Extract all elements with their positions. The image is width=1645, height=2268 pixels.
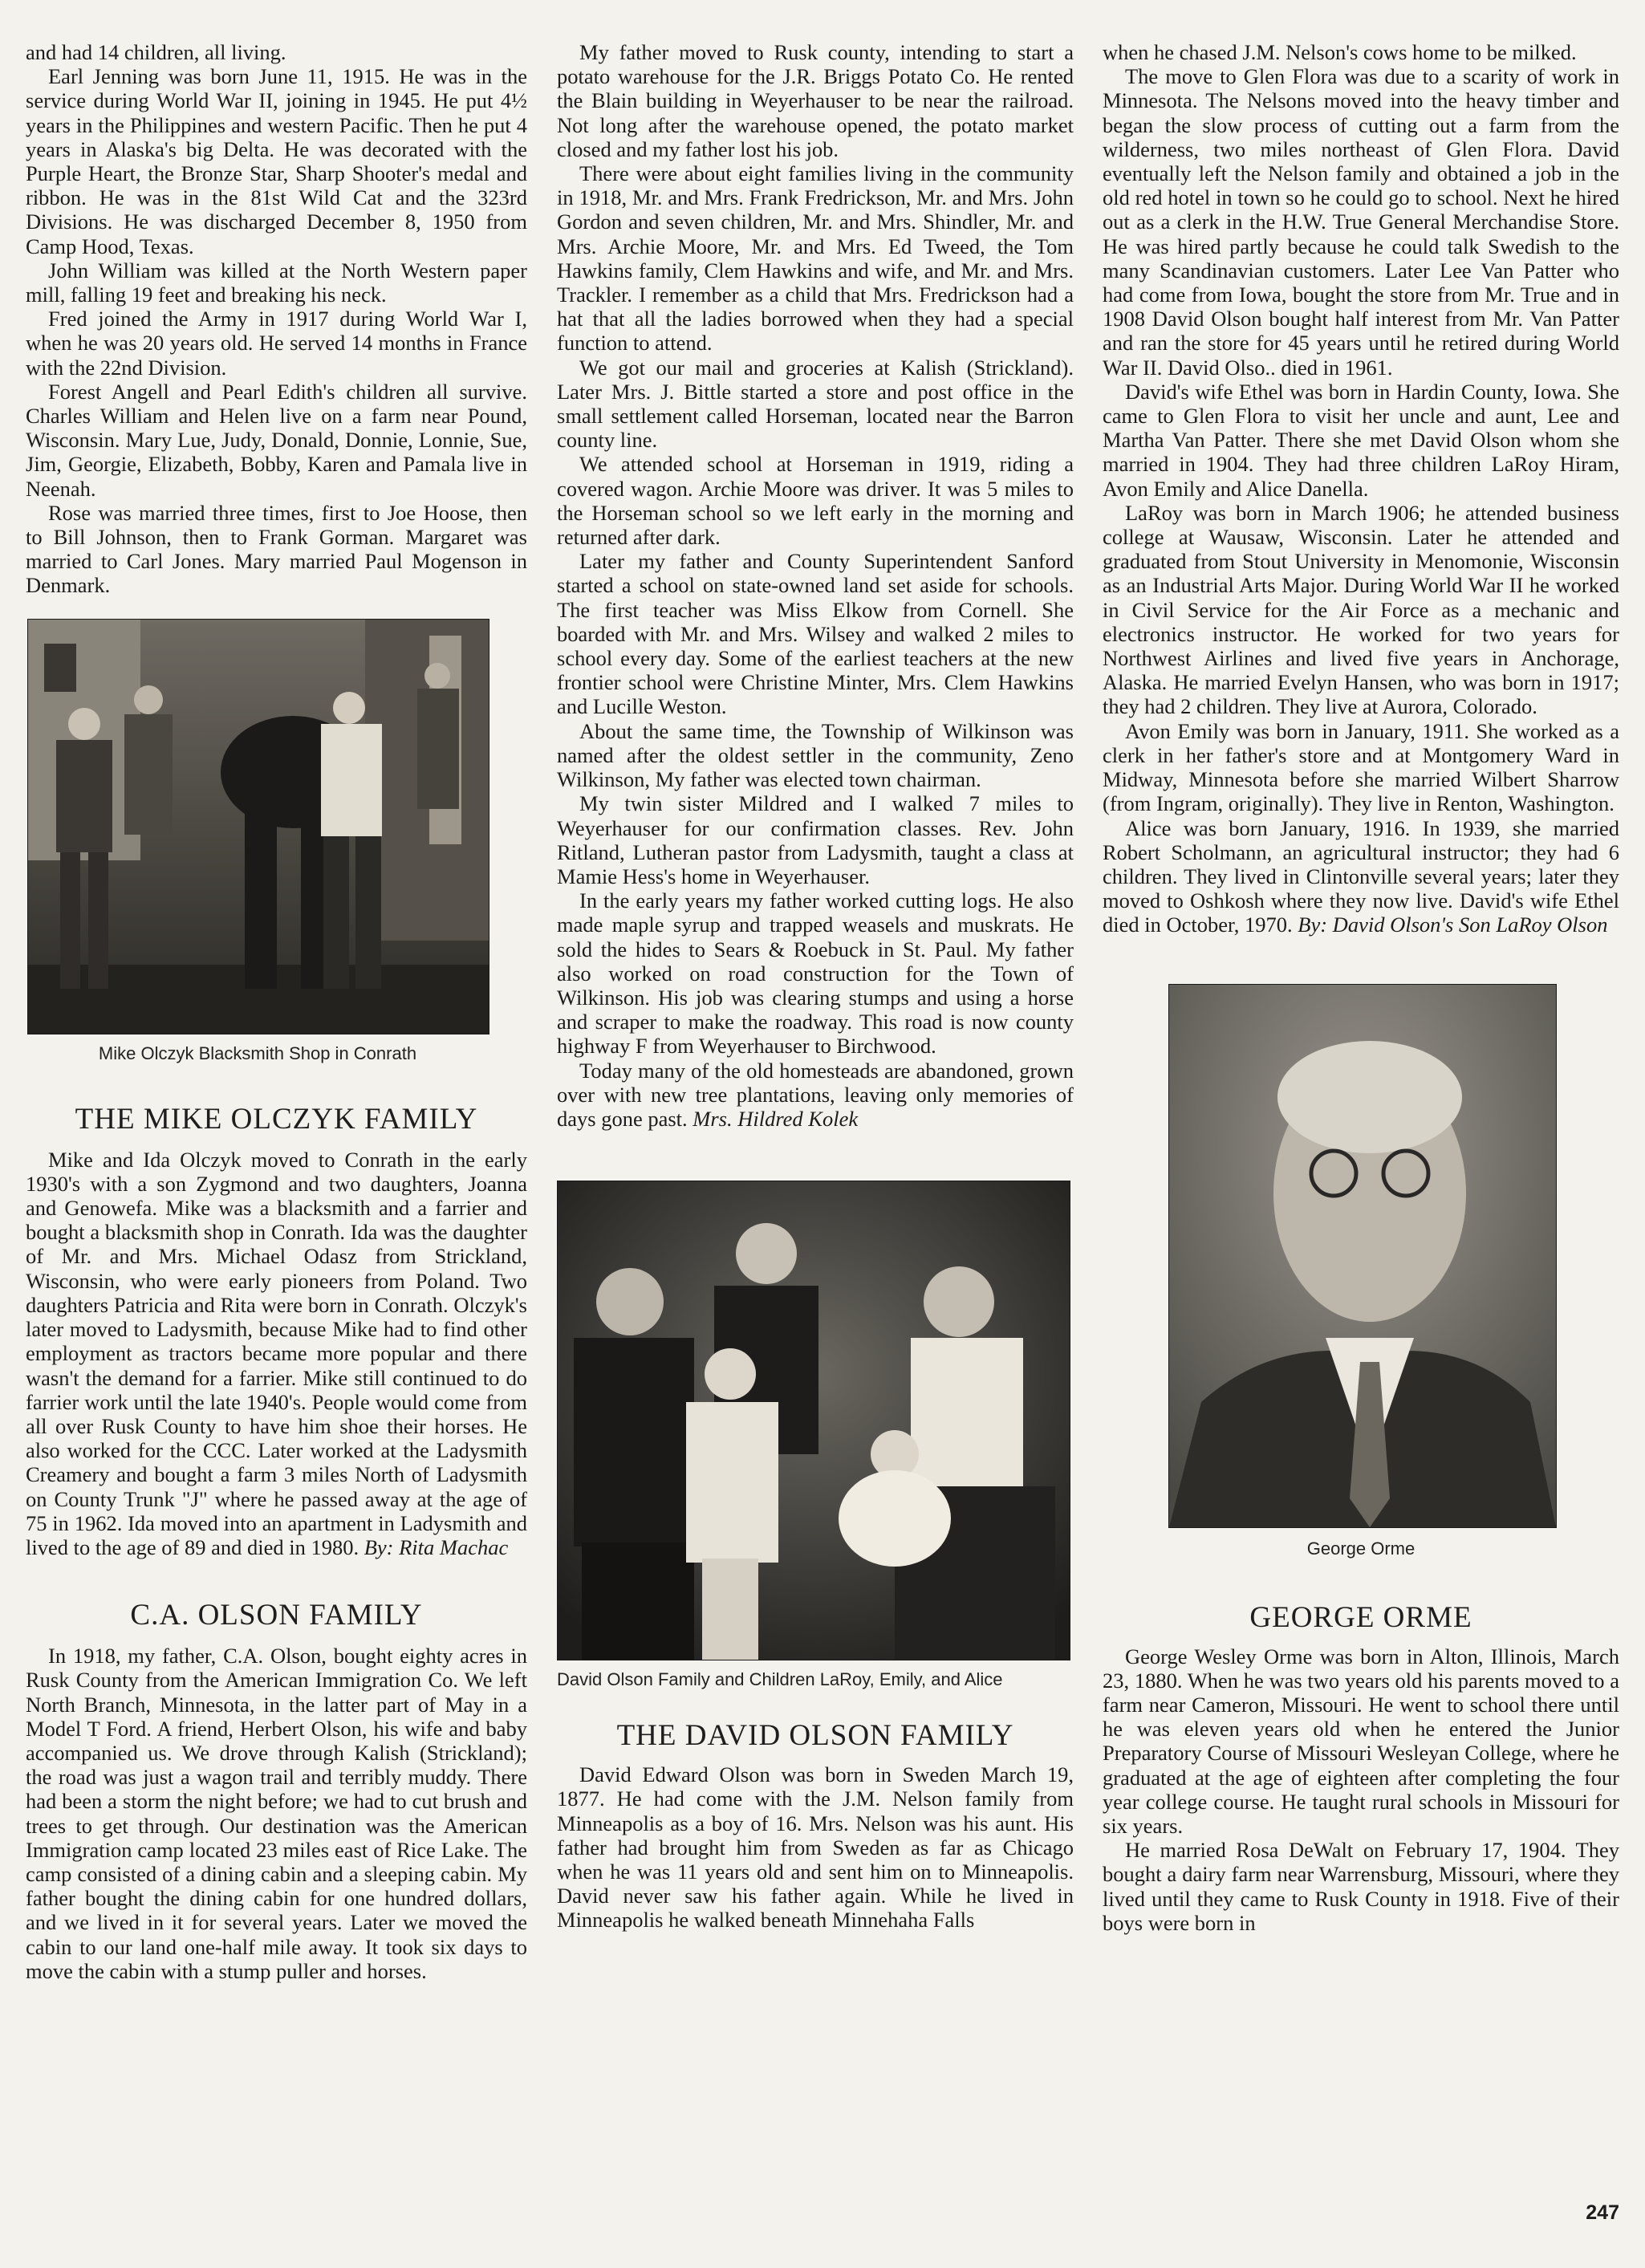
byline: By: Rita Machac <box>364 1534 509 1559</box>
paragraph: Forest Angell and Pearl Edith's children all survive. Charles William and Helen live on a farm near Pound, Wisconsin. Mary Lue, Judy, Donald, Donnie, Lonnie, Sue, Jim, Georgie, Elizabeth, Bobby, Karen and Pamala live in Neenah. <box>26 379 527 501</box>
page-number: 247 <box>1586 2201 1619 2224</box>
george-orme-portrait <box>1168 984 1557 1528</box>
photo-caption: David Olson Family and Children LaRoy, Emily, and Alice <box>557 1669 1003 1690</box>
paragraph: Avon Emily was born in January, 1911. She worked as a clerk in her father's store and at Montgomery Ward in Midway, Minnesota before she married Wilbert Sharrow (from Ingram, originally). They live in Renton, Washington. <box>1103 718 1619 816</box>
photo-caption: Mike Olczyk Blacksmith Shop in Conrath <box>98 1043 417 1063</box>
blacksmith-shop-photo <box>27 619 489 1034</box>
paragraph: Rose was married three times, first to Joe Hoose, then to Bill Johnson, then to Frank Gorman. Margaret was married to Carl Jones. Mary married Paul Mogenson in Denmark. <box>26 500 527 598</box>
column-3 <box>1103 40 1619 1935</box>
paragraph: In the early years my father worked cutting logs. He also made maple syrup and trapped weasels and muskrats. He sold the hides to Sears & Roebuck in St. Paul. My father also worked on road construction for the Town of Wilkinson. His job was clearing stumps and using a horse and scraper to make the roadway. This road is now county highway F from Weyerhauser to Birchwood. <box>557 888 1074 1059</box>
paragraph: In 1918, my father, C.A. Olson, bought eighty acres in Rusk County from the American Immigration Co. We left North Branch, Minnesota, in the latter part of May in a Model T Ford. A friend, Herbert Olson, his wife and baby accompanied us. We drove through Kalish (Strickland); the road was just a wagon trail and terribly muddy. There had been a storm the night before; we had to cut brush and trees to get through. Our destination was the American Immigration camp located 23 miles east of Rice Lake. The camp consisted of a dining cabin and a sleeping cabin. My father bought the dining cabin for one hundred dollars, and we lived in it for several years. Later we moved the cabin to our land one-half mile away. It took six days to move the cabin with a stump puller and horses. <box>26 1644 527 1983</box>
paragraph: David Edward Olson was born in Sweden March 19, 1877. He had come with the J.M. Nelson family from Minneapolis as a boy of 16. Mrs. Nelson was his aunt. His father had brought him from Sweden as far as Chicago when he was 11 years old and sent him on to Minneapolis. David never saw his father again. While he lived in Minneapolis he walked beneath Minnehaha Falls <box>557 1762 1074 1933</box>
paragraph: when he chased J.M. Nelson's cows home to be milked. <box>1103 40 1577 64</box>
paragraph: About the same time, the Township of Wilkinson was named after the oldest settler in the community, Zeno Wilkinson, My father was elected town chairman. <box>557 718 1074 792</box>
paragraph: David's wife Ethel was born in Hardin County, Iowa. She came to Glen Flora to visit her uncle and aunt, Lee and Martha Van Patter. There she met David Olson whom she married in 1904. They had three children LaRoy Hiram, Avon Emily and Alice Danella. <box>1103 379 1619 501</box>
photo-caption: George Orme <box>1306 1538 1416 1559</box>
paragraph: He married Rosa DeWalt on February 17, 1904. They bought a dairy farm near Warrensburg, Missouri, where they lived until they came to Rusk County in 1918. Five of their boys were born in <box>1103 1838 1619 1935</box>
paragraph: Mike and Ida Olczyk moved to Conrath in the early 1930's with a son Zygmond and two daughters, Joanna and Genowefa. Mike was a blacksmith and a farrier and bought a blacksmith shop in Conrath. Ida was the daughter of Mr. and Mrs. Michael Odasz from Strickland, Wisconsin, who were early pioneers from Poland. Two daughters Patricia and Rita were born in Conrath. Olczyk's later moved to Ladysmith, because Mike had to find other employment as tractors became more popular and there wasn't the demand for a farrier. Mike still continued to do farrier work until the late 1940's. People would come from all over Rusk County to have him shoe their horses. He also worked for the CCC. Later worked at the Ladysmith Creamery and bought a farm 3 miles North of Ladysmith on County Trunk "J" where he passed away at the age of 75 in 1962. Ida moved into an apartment in Ladysmith and lived to the age of 89 and died in 1980. By: Rita Machac <box>26 1147 527 1559</box>
paragraph: We attended school at Horseman in 1919, riding a covered wagon. Archie Moore was driver. It was 5 miles to the Horseman school so we left early in the morning and returned after dark. <box>557 452 1074 550</box>
paragraph: There were about eight families living in the community in 1918, Mr. and Mrs. Frank Fredrickson, Mr. and Mrs. John Gordon and seven children, Mr. and Mrs. Shindler, Mr. and Mrs. Archie Moore, Mr. and Mrs. Ed Tweed, the Tom Hawkins family, Clem Hawkins and wife, and Mr. and Mrs. Trackler. I remember as a child that Mrs. Fredrickson had a hat that all the ladies borrowed when they had a special function to attend. <box>557 161 1074 356</box>
paragraph: Earl Jenning was born June 11, 1915. He was in the service during World War II, joining in 1945. He put 4½ years in the Philippines and western Pacific. Then he put 4 years in Alaska's big Delta. He was decorated with the Purple Heart, the Bronze Star, Sharp Shooter's medal and ribbon. He was in the 81st Wild Cat and the 323rd Divisions. He was discharged December 8, 1950 from Camp Hood, Texas. <box>26 64 527 258</box>
david-olson-family-photo <box>557 1181 1070 1660</box>
blacksmith-shop-image <box>28 620 489 1034</box>
paragraph: Today many of the old homesteads are abandoned, grown over with new tree plantations, leaving only memories of days gone past. Mrs. Hildred Kolek <box>557 1058 1074 1131</box>
paragraph: Alice was born January, 1916. In 1939, she married Robert Scholmann, an agricultural instructor; they had 6 children. They lived in Clintonville several years; later they moved to Oshkosh where they now live. David's wife Ethel died in October, 1970. By: David Olson's Son LaRoy Olson <box>1103 815 1619 937</box>
paragraph: We got our mail and groceries at Kalish (Strickland). Later Mrs. J. Bittle started a store and post office in the small settlement called Horseman, located near the Barron county line. <box>557 355 1074 453</box>
section-heading-david-olson: THE DAVID OLSON FAMILY <box>616 1719 1014 1753</box>
paragraph: My father moved to Rusk county, intending to start a potato warehouse for the J.R. Briggs Potato Co. He rented the Blain building in Weyerhauser to be near the railroad. Not long after the warehouse opened, the potato market closed and my father lost his job. <box>557 40 1074 161</box>
george-orme-image <box>1169 985 1556 1527</box>
paragraph: Later my father and County Superintendent Sanford started a school on state-owned land set aside for schools. The first teacher was Miss Elkow from Cornell. She boarded with Mr. and Mrs. Wilsey and walked 2 miles to school every day. Some of the earliest teachers at the new frontier school were Christine Minter, Mrs. Clem Hawkins and Lucille Weston. <box>557 549 1074 719</box>
david-olson-family-image <box>558 1181 1070 1660</box>
byline: By: David Olson's Son LaRoy Olson <box>1298 912 1608 937</box>
paragraph: The move to Glen Flora was due to a scarity of work in Minnesota. The Nelsons moved into the heavy timber and began the slow process of cutting out a farm from the wilderness, two miles northeast of Glen Flora. David eventually left the Nelson family and obtained a job in the old red hotel in town so he could go to school. Next he hired out as a clerk in the H.W. True General Merchandise Store. He was hired partly because he could talk Swedish to the many Scandinavian customers. Later Lee Van Patter who had come from Iowa, bought the store from Mr. True and in 1908 David Olson bought half interest from Mr. Van Patter and ran the store for 45 years until he retired during World War II. David Olso.. died in 1961. <box>1103 64 1619 380</box>
paragraph: John William was killed at the North Western paper mill, falling 19 feet and breaking his neck. <box>26 258 527 307</box>
column-2 <box>557 40 1074 1933</box>
paragraph: Fred joined the Army in 1917 during World War I, when he was 20 years old. He served 14 months in France with the 22nd Division. <box>26 307 527 380</box>
section-heading-george-orme: GEORGE ORME <box>1249 1600 1472 1634</box>
paragraph: and had 14 children, all living. <box>26 40 286 64</box>
column-1 <box>26 40 527 1983</box>
paragraph: My twin sister Mildred and I walked 7 miles to Weyerhauser for our confirmation classes. Rev. John Ritland, Lutheran pastor from Ladysmith, taught a class at Mamie Hess's home in Weyerhauser. <box>557 791 1074 888</box>
byline: Mrs. Hildred Kolek <box>693 1106 859 1131</box>
section-heading-ca-olson: C.A. OLSON FAMILY <box>130 1599 423 1632</box>
section-heading-mike-olczyk: THE MIKE OLCZYK FAMILY <box>75 1102 478 1136</box>
paragraph: George Wesley Orme was born in Alton, Illinois, March 23, 1880. When he was two years old his parents moved to a farm near Cameron, Missouri. He went to school there until he was eleven years old when he entered the Junior Preparatory Course of Missouri Wesleyan College, where he graduated at the age of eighteen after completing the four year college course. He taught rural schools in Missouri for six years. <box>1103 1644 1619 1838</box>
paragraph: LaRoy was born in March 1906; he attended business college at Wausaw, Wisconsin. Later he attended and graduated from Stout University in Menomonie, Wisconsin as an Industrial Arts Major. During World War II he worked in Civil Service for the Air Force as a mechanic and electronics instructor. He worked for two years for Northwest Airlines and lived five years in Anchorage, Alaska. He married Evelyn Hansen, who was born in 1917; they had 2 children. They live at Aurora, Colorado. <box>1103 500 1619 719</box>
